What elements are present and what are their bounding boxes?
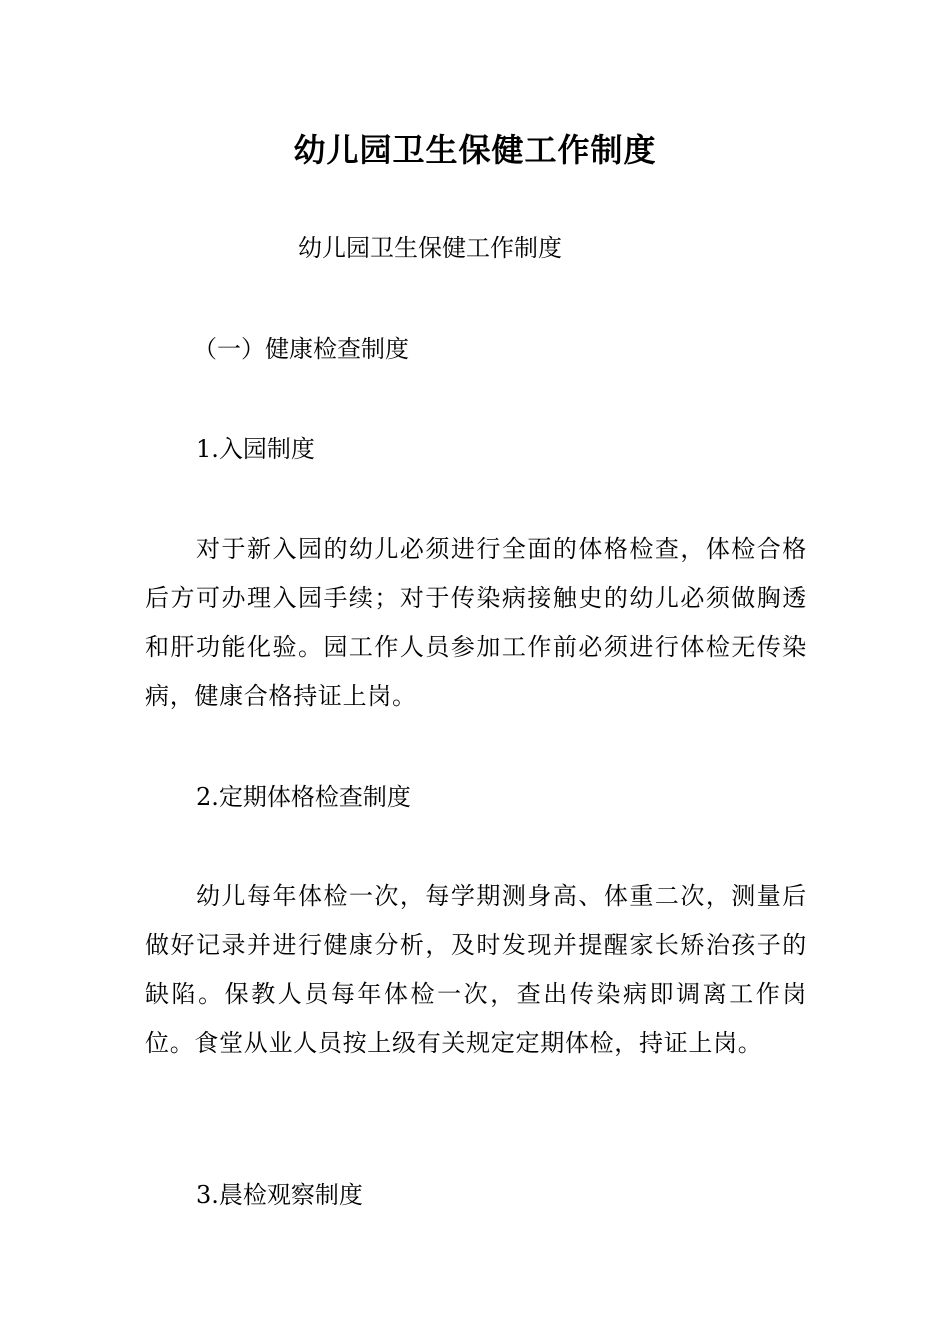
- document-title: 幼儿园卫生保健工作制度: [293, 131, 657, 169]
- item-body-1: 对于新入园的幼儿必须进行全面的体格检查，体检合格后方可办理入园手续；对于传染病接触史的幼儿必须做胸透和肝功能化验。园工作人员参加工作前必须进行体检无传染病，健康合格持证上岗。: [145, 535, 807, 710]
- document-subtitle: 幼儿园卫生保健工作制度: [298, 234, 562, 262]
- item-heading-1: 1.入园制度: [196, 435, 315, 463]
- item-body-2: 幼儿每年体检一次，每学期测身高、体重二次，测量后做好记录并进行健康分析，及时发现并提醒家长矫治孩子的缺陷。保教人员每年体检一次，查出传染病即调离工作岗位。食堂从业人员按上级有关规定定期体检，持证上岗。: [145, 882, 807, 1057]
- section-heading: （一）健康检查制度: [193, 335, 409, 363]
- item-heading-3: 3.晨检观察制度: [196, 1181, 363, 1209]
- item-heading-2: 2.定期体格检查制度: [196, 783, 411, 811]
